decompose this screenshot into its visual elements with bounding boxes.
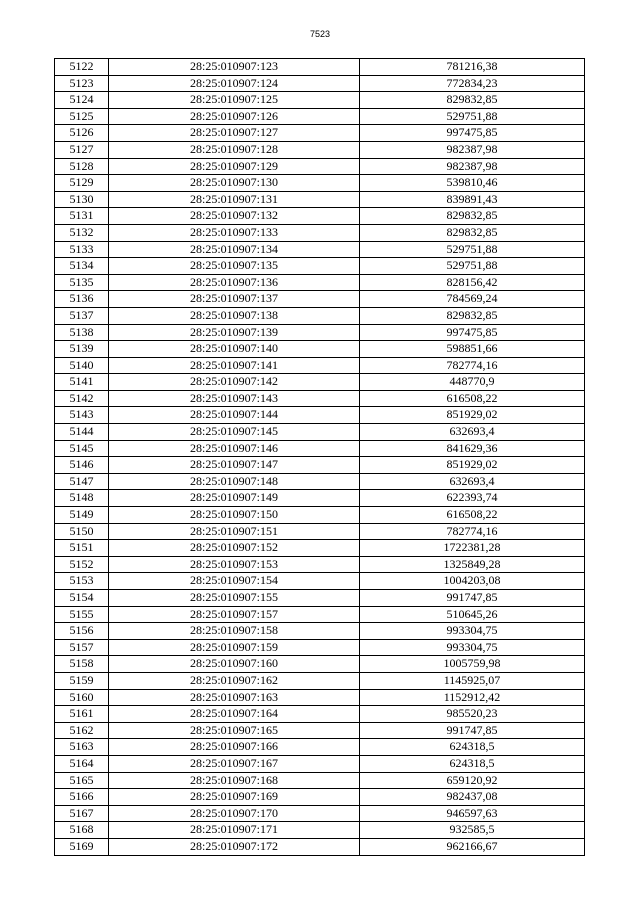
row-number-cell: 5150 — [55, 523, 109, 540]
row-number-cell: 5130 — [55, 191, 109, 208]
row-number-cell: 5160 — [55, 689, 109, 706]
row-number-cell: 5147 — [55, 473, 109, 490]
cadastral-value-cell: 829832,85 — [360, 92, 585, 109]
cadastral-number-cell: 28:25:010907:152 — [109, 540, 360, 557]
table-row — [55, 440, 585, 457]
table-row — [55, 523, 585, 540]
table-row — [55, 457, 585, 474]
table-row — [55, 75, 585, 92]
row-number-cell: 5164 — [55, 755, 109, 772]
cadastral-value-cell: 529751,88 — [360, 258, 585, 275]
cadastral-value-cell: 624318,5 — [360, 755, 585, 772]
cadastral-number-cell: 28:25:010907:127 — [109, 125, 360, 142]
cadastral-number-cell: 28:25:010907:166 — [109, 739, 360, 756]
cadastral-value-cell: 993304,75 — [360, 623, 585, 640]
table-row — [55, 507, 585, 524]
cadastral-value-cell: 616508,22 — [360, 507, 585, 524]
cadastral-value-cell: 828156,42 — [360, 274, 585, 291]
cadastral-number-cell: 28:25:010907:154 — [109, 573, 360, 590]
cadastral-number-cell: 28:25:010907:165 — [109, 722, 360, 739]
cadastral-number-cell: 28:25:010907:149 — [109, 490, 360, 507]
cadastral-number-cell: 28:25:010907:163 — [109, 689, 360, 706]
table-row — [55, 573, 585, 590]
row-number-cell: 5167 — [55, 805, 109, 822]
cadastral-value-cell: 529751,88 — [360, 108, 585, 125]
cadastral-value-cell: 1145925,07 — [360, 672, 585, 689]
cadastral-number-cell: 28:25:010907:140 — [109, 341, 360, 358]
cadastral-number-cell: 28:25:010907:125 — [109, 92, 360, 109]
row-number-cell: 5158 — [55, 656, 109, 673]
table-row — [55, 722, 585, 739]
cadastral-value-cell: 962166,67 — [360, 838, 585, 855]
cadastral-value-cell: 529751,88 — [360, 241, 585, 258]
cadastral-value-cell: 851929,02 — [360, 457, 585, 474]
row-number-cell: 5123 — [55, 75, 109, 92]
table-row — [55, 59, 585, 76]
row-number-cell: 5133 — [55, 241, 109, 258]
row-number-cell: 5136 — [55, 291, 109, 308]
cadastral-number-cell: 28:25:010907:151 — [109, 523, 360, 540]
row-number-cell: 5163 — [55, 739, 109, 756]
cadastral-number-cell: 28:25:010907:130 — [109, 175, 360, 192]
cadastral-number-cell: 28:25:010907:148 — [109, 473, 360, 490]
table-row — [55, 490, 585, 507]
row-number-cell: 5138 — [55, 324, 109, 341]
table-row — [55, 689, 585, 706]
cadastral-number-cell: 28:25:010907:164 — [109, 706, 360, 723]
cadastral-value-cell: 991747,85 — [360, 722, 585, 739]
cadastral-number-cell: 28:25:010907:123 — [109, 59, 360, 76]
cadastral-value-cell: 1004203,08 — [360, 573, 585, 590]
cadastral-value-cell: 985520,23 — [360, 706, 585, 723]
cadastral-number-cell: 28:25:010907:124 — [109, 75, 360, 92]
table-row — [55, 838, 585, 855]
cadastral-number-cell: 28:25:010907:144 — [109, 407, 360, 424]
row-number-cell: 5126 — [55, 125, 109, 142]
table-row — [55, 258, 585, 275]
table-row — [55, 606, 585, 623]
cadastral-value-cell: 659120,92 — [360, 772, 585, 789]
row-number-cell: 5141 — [55, 374, 109, 391]
row-number-cell: 5134 — [55, 258, 109, 275]
cadastral-number-cell: 28:25:010907:146 — [109, 440, 360, 457]
table-row — [55, 307, 585, 324]
row-number-cell: 5129 — [55, 175, 109, 192]
cadastral-value-cell: 772834,23 — [360, 75, 585, 92]
row-number-cell: 5146 — [55, 457, 109, 474]
cadastral-number-cell: 28:25:010907:160 — [109, 656, 360, 673]
cadastral-number-cell: 28:25:010907:141 — [109, 357, 360, 374]
cadastral-number-cell: 28:25:010907:142 — [109, 374, 360, 391]
table-row — [55, 639, 585, 656]
cadastral-number-cell: 28:25:010907:147 — [109, 457, 360, 474]
row-number-cell: 5149 — [55, 507, 109, 524]
cadastral-value-cell: 632693,4 — [360, 473, 585, 490]
row-number-cell: 5135 — [55, 274, 109, 291]
table-body — [55, 59, 585, 856]
table-row — [55, 324, 585, 341]
row-number-cell: 5125 — [55, 108, 109, 125]
row-number-cell: 5144 — [55, 424, 109, 441]
cadastral-value-cell: 448770,9 — [360, 374, 585, 391]
cadastral-value-cell: 946597,63 — [360, 805, 585, 822]
cadastral-value-cell: 829832,85 — [360, 208, 585, 225]
table-row — [55, 672, 585, 689]
cadastral-value-cell: 624318,5 — [360, 739, 585, 756]
table-row — [55, 556, 585, 573]
table-row — [55, 822, 585, 839]
table-row — [55, 540, 585, 557]
table-row — [55, 789, 585, 806]
table-row — [55, 772, 585, 789]
row-number-cell: 5168 — [55, 822, 109, 839]
cadastral-number-cell: 28:25:010907:145 — [109, 424, 360, 441]
row-number-cell: 5131 — [55, 208, 109, 225]
cadastral-number-cell: 28:25:010907:126 — [109, 108, 360, 125]
cadastral-number-cell: 28:25:010907:150 — [109, 507, 360, 524]
table-row — [55, 125, 585, 142]
cadastral-value-cell: 982387,98 — [360, 158, 585, 175]
cadastral-value-cell: 997475,85 — [360, 125, 585, 142]
cadastral-value-cell: 841629,36 — [360, 440, 585, 457]
cadastral-value-cell: 982387,98 — [360, 141, 585, 158]
table-row — [55, 224, 585, 241]
cadastral-value-cell: 839891,43 — [360, 191, 585, 208]
row-number-cell: 5162 — [55, 722, 109, 739]
row-number-cell: 5156 — [55, 623, 109, 640]
cadastral-value-cell: 784569,24 — [360, 291, 585, 308]
table-row — [55, 623, 585, 640]
table-row — [55, 805, 585, 822]
cadastral-value-cell: 510645,26 — [360, 606, 585, 623]
row-number-cell: 5148 — [55, 490, 109, 507]
table-row — [55, 473, 585, 490]
table-row — [55, 656, 585, 673]
page-number: 7523 — [309, 29, 331, 39]
cadastral-value-cell: 851929,02 — [360, 407, 585, 424]
cadastral-value-cell: 1722381,28 — [360, 540, 585, 557]
cadastral-value-cell: 782774,16 — [360, 357, 585, 374]
cadastral-value-cell: 993304,75 — [360, 639, 585, 656]
row-number-cell: 5159 — [55, 672, 109, 689]
cadastral-number-cell: 28:25:010907:129 — [109, 158, 360, 175]
cadastral-value-cell: 781216,38 — [360, 59, 585, 76]
row-number-cell: 5139 — [55, 341, 109, 358]
table-row — [55, 208, 585, 225]
row-number-cell: 5153 — [55, 573, 109, 590]
row-number-cell: 5140 — [55, 357, 109, 374]
row-number-cell: 5157 — [55, 639, 109, 656]
cadastral-number-cell: 28:25:010907:162 — [109, 672, 360, 689]
table-row — [55, 706, 585, 723]
table-row — [55, 241, 585, 258]
cadastral-number-cell: 28:25:010907:133 — [109, 224, 360, 241]
table-row — [55, 590, 585, 607]
table-row — [55, 374, 585, 391]
cadastral-value-cell: 829832,85 — [360, 307, 585, 324]
cadastral-value-cell: 991747,85 — [360, 590, 585, 607]
table-row — [55, 191, 585, 208]
cadastral-number-cell: 28:25:010907:157 — [109, 606, 360, 623]
cadastral-value-cell: 932585,5 — [360, 822, 585, 839]
row-number-cell: 5155 — [55, 606, 109, 623]
cadastral-number-cell: 28:25:010907:128 — [109, 141, 360, 158]
cadastral-value-cell: 616508,22 — [360, 390, 585, 407]
table-row — [55, 357, 585, 374]
row-number-cell: 5169 — [55, 838, 109, 855]
cadastral-value-cell: 782774,16 — [360, 523, 585, 540]
table-row — [55, 755, 585, 772]
cadastral-number-cell: 28:25:010907:135 — [109, 258, 360, 275]
cadastral-number-cell: 28:25:010907:170 — [109, 805, 360, 822]
cadastral-value-cell: 829832,85 — [360, 224, 585, 241]
cadastral-number-cell: 28:25:010907:137 — [109, 291, 360, 308]
row-number-cell: 5124 — [55, 92, 109, 109]
table-row — [55, 92, 585, 109]
table-row — [55, 407, 585, 424]
cadastral-number-cell: 28:25:010907:158 — [109, 623, 360, 640]
table-row — [55, 739, 585, 756]
table-row — [55, 424, 585, 441]
cadastral-number-cell: 28:25:010907:155 — [109, 590, 360, 607]
row-number-cell: 5137 — [55, 307, 109, 324]
row-number-cell: 5151 — [55, 540, 109, 557]
table-row — [55, 291, 585, 308]
table-row — [55, 274, 585, 291]
cadastral-number-cell: 28:25:010907:168 — [109, 772, 360, 789]
cadastral-number-cell: 28:25:010907:172 — [109, 838, 360, 855]
row-number-cell: 5165 — [55, 772, 109, 789]
cadastral-value-cell: 632693,4 — [360, 424, 585, 441]
row-number-cell: 5154 — [55, 590, 109, 607]
row-number-cell: 5161 — [55, 706, 109, 723]
row-number-cell: 5122 — [55, 59, 109, 76]
cadastral-number-cell: 28:25:010907:159 — [109, 639, 360, 656]
cadastral-value-table — [54, 58, 585, 856]
cadastral-value-cell: 1005759,98 — [360, 656, 585, 673]
cadastral-value-cell: 997475,85 — [360, 324, 585, 341]
cadastral-number-cell: 28:25:010907:136 — [109, 274, 360, 291]
table-row — [55, 141, 585, 158]
cadastral-value-cell: 1325849,28 — [360, 556, 585, 573]
table-row — [55, 175, 585, 192]
cadastral-number-cell: 28:25:010907:153 — [109, 556, 360, 573]
cadastral-number-cell: 28:25:010907:138 — [109, 307, 360, 324]
cadastral-value-cell: 539810,46 — [360, 175, 585, 192]
cadastral-value-cell: 598851,66 — [360, 341, 585, 358]
cadastral-number-cell: 28:25:010907:134 — [109, 241, 360, 258]
cadastral-number-cell: 28:25:010907:132 — [109, 208, 360, 225]
row-number-cell: 5142 — [55, 390, 109, 407]
table-row — [55, 108, 585, 125]
row-number-cell: 5132 — [55, 224, 109, 241]
cadastral-number-cell: 28:25:010907:143 — [109, 390, 360, 407]
row-number-cell: 5152 — [55, 556, 109, 573]
cadastral-value-cell: 1152912,42 — [360, 689, 585, 706]
row-number-cell: 5143 — [55, 407, 109, 424]
table-row — [55, 158, 585, 175]
cadastral-number-cell: 28:25:010907:171 — [109, 822, 360, 839]
cadastral-number-cell: 28:25:010907:131 — [109, 191, 360, 208]
cadastral-number-cell: 28:25:010907:139 — [109, 324, 360, 341]
table-row — [55, 341, 585, 358]
row-number-cell: 5127 — [55, 141, 109, 158]
cadastral-value-cell: 982437,08 — [360, 789, 585, 806]
cadastral-value-cell: 622393,74 — [360, 490, 585, 507]
table-row — [55, 390, 585, 407]
cadastral-number-cell: 28:25:010907:169 — [109, 789, 360, 806]
cadastral-number-cell: 28:25:010907:167 — [109, 755, 360, 772]
row-number-cell: 5166 — [55, 789, 109, 806]
row-number-cell: 5145 — [55, 440, 109, 457]
row-number-cell: 5128 — [55, 158, 109, 175]
